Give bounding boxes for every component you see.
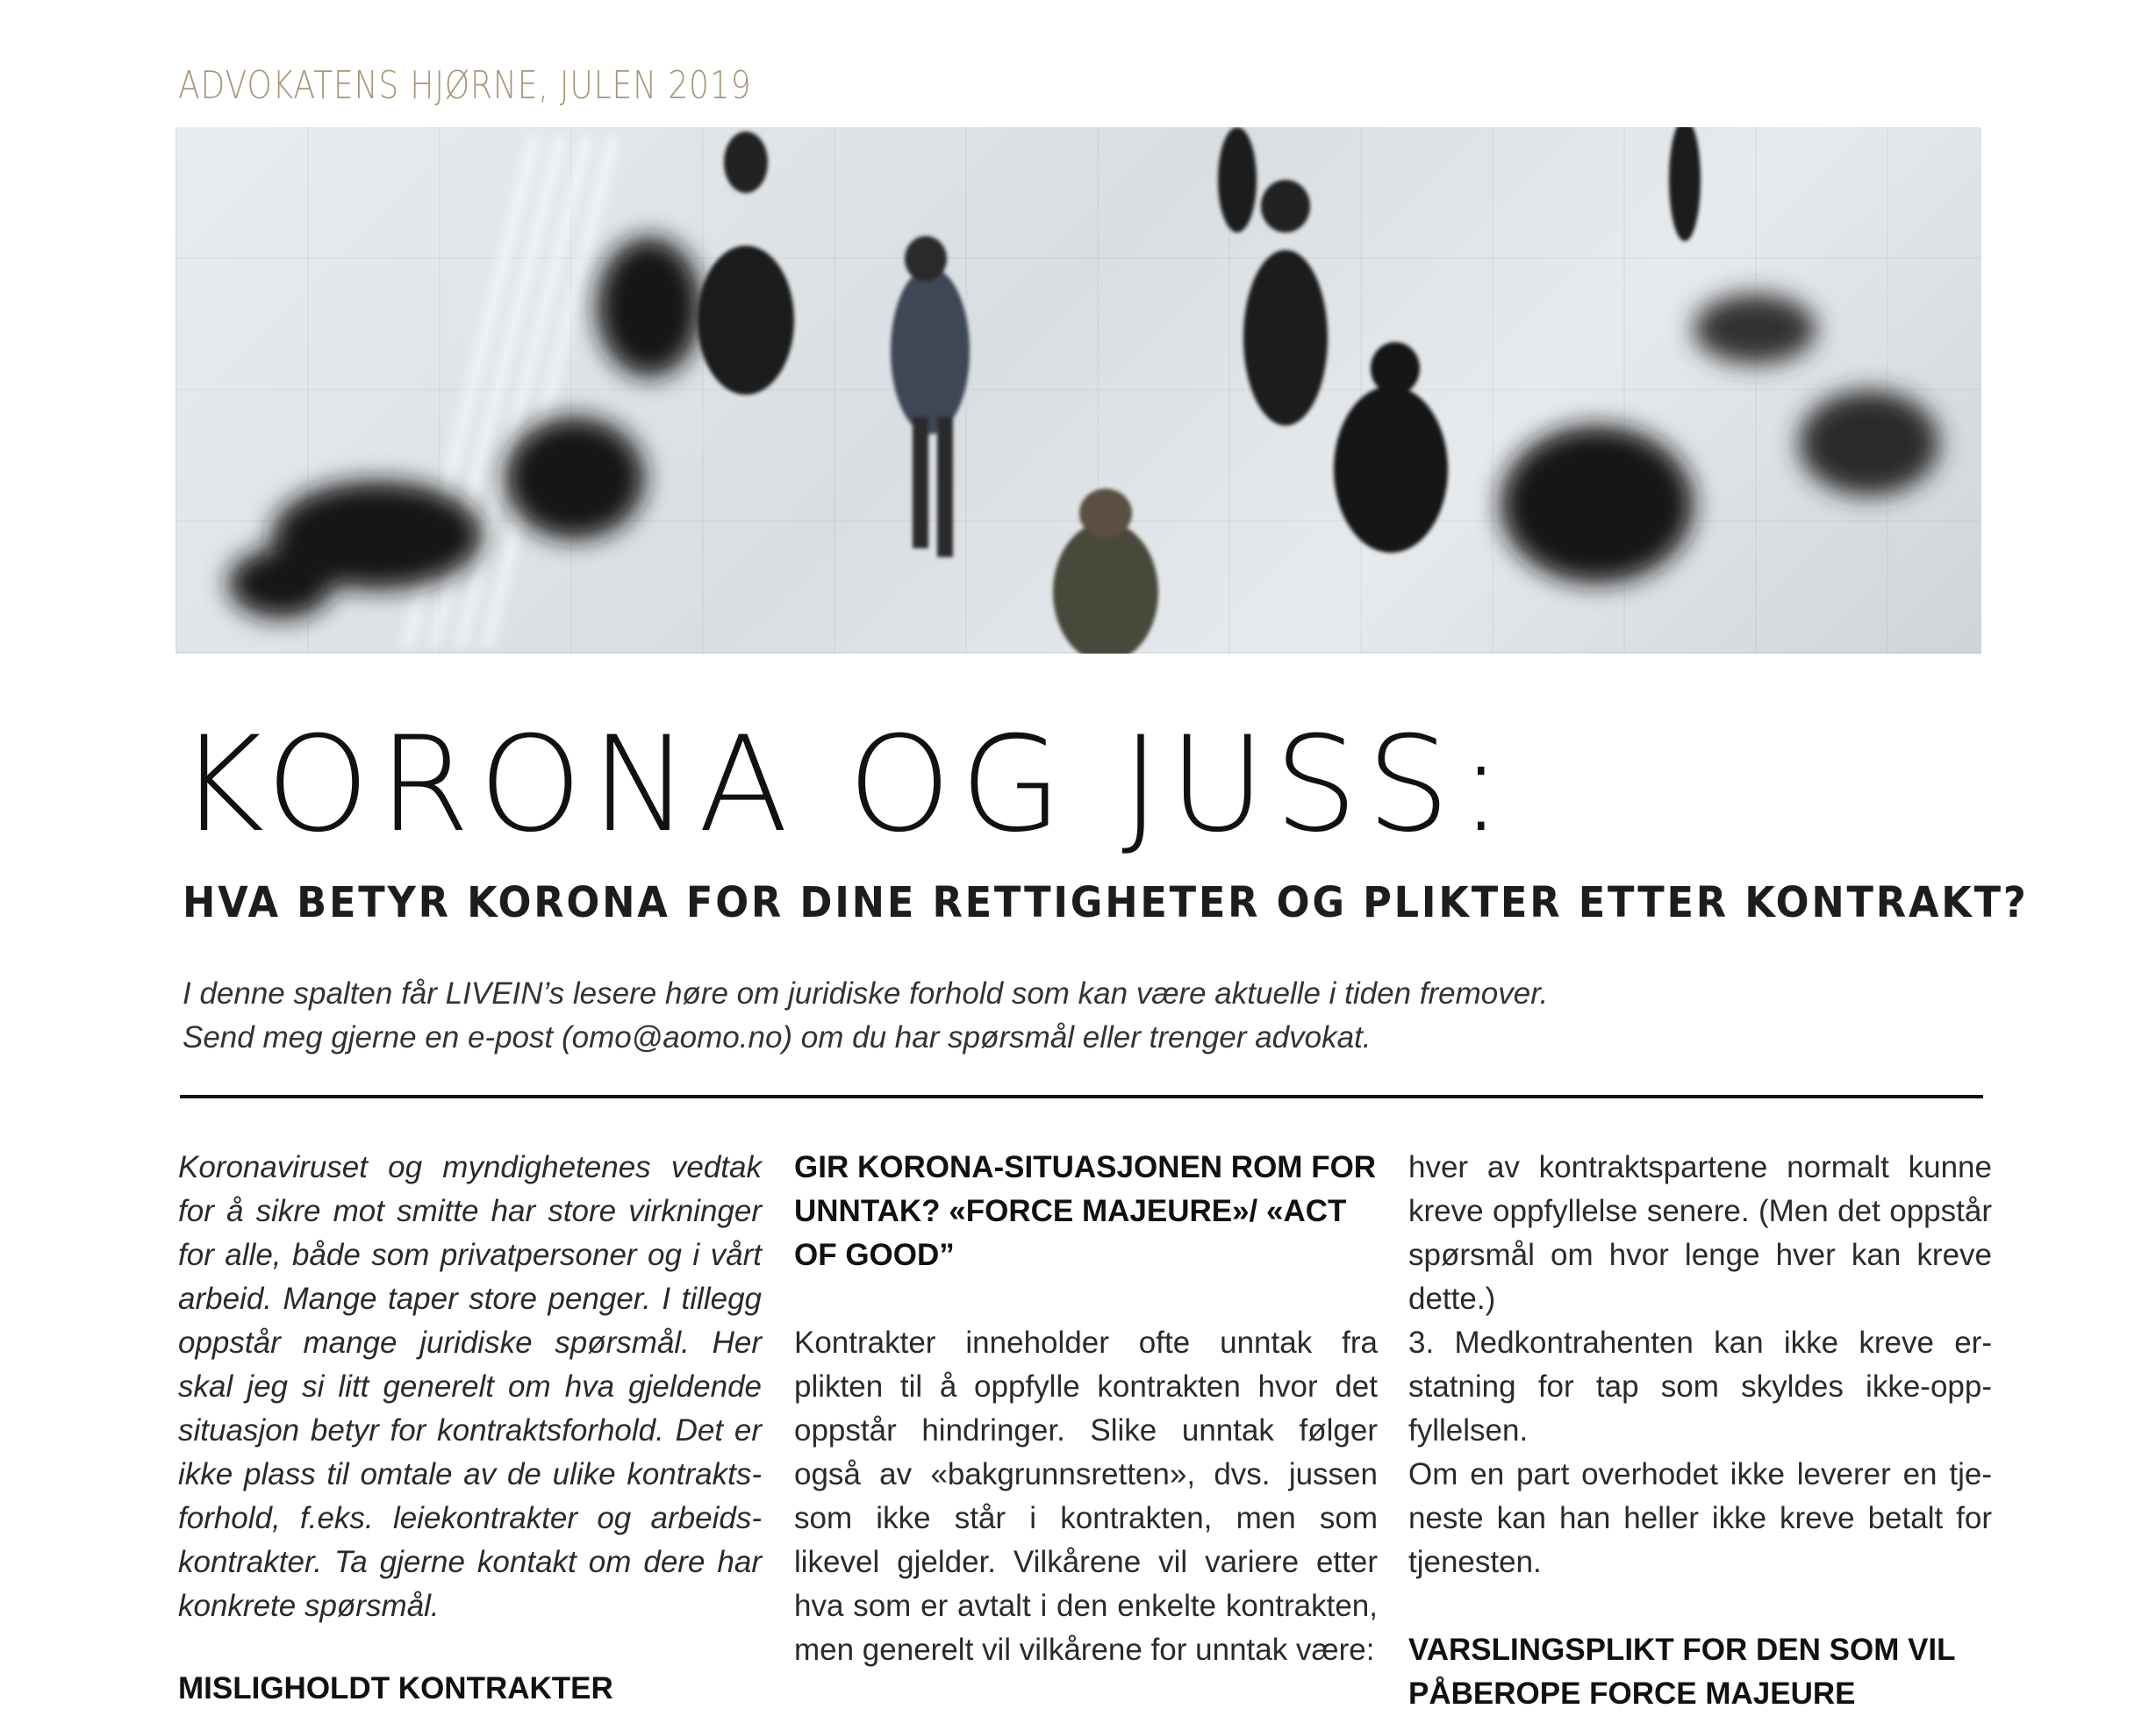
intro-line-2: Send meg gjerne en e-post (omo@aomo.no) om du har spørsmål eller trenger advokat. bbox=[183, 1020, 1372, 1055]
column-3 bbox=[1408, 1146, 1992, 1716]
header-photo bbox=[175, 127, 1981, 654]
divider-rule bbox=[180, 1095, 1983, 1098]
column-3-paragraph-2: 3. Medkontrahenten kan ikke kreve erstatning for tap som skyldes ikke-oppfyllelsen. bbox=[1408, 1326, 1992, 1448]
section-kicker: ADVOKATENS HJØRNE, JULEN 2019 bbox=[178, 63, 752, 108]
column-1 bbox=[178, 1146, 762, 1628]
column-3-heading: VARSLINGSPLIKT FOR DEN SOM VIL PÅBEROPE FORCE MAJEURE bbox=[1408, 1633, 1955, 1711]
crowd-illustration bbox=[175, 127, 1981, 654]
article-headline: KORONA OG JUSS: bbox=[178, 709, 1512, 862]
intro-line-1: I denne spalten får LIVEIN’s lesere høre om juridiske forhold som kan være aktuelle i tiden fremover. bbox=[183, 976, 1549, 1011]
column-3-paragraph-1: hver av kontraktspartene normalt kunne kreve oppfyllelse senere. (Men det oppstår spørsmål om hvor lenge hver kan kreve dette.) bbox=[1408, 1150, 1992, 1316]
intro-text bbox=[183, 972, 1981, 1060]
column-3-paragraph-3: Om en part overhodet ikke leverer en tjeneste kan han heller ikke kreve betalt for tjenesten. bbox=[1408, 1457, 1992, 1579]
column-2-heading: GIR KORONA-SITUASJONEN ROM FOR UNNTAK? «FORCE MAJEURE»/ «ACT OF GOOD” bbox=[794, 1150, 1377, 1272]
column-2-body: Kontrakter inneholder ofte unntak fra plikten til å oppfylle kontrakten hvor det oppstår hindringer. Slike unntak følger også av «bakgrunnsretten», dvs. jussen som ikke står i kontrakten, men som likevel gjelder. Vilkårene vil variere etter hva som er avtalt i den enkelte kontrakten, men generelt vil vilkårene for unntak være: bbox=[794, 1326, 1378, 1667]
article-subheadline: HVA BETYR KORONA FOR DINE RETTIGHETER OG PLIKTER ETTER KONTRAKT? bbox=[183, 878, 2029, 927]
column-1-body: Koronaviruset og myndighetenes vedtak for å sikre mot smitte har store virkninger for alle, både som privatpersoner og i vårt arbeid. Mange taper store penger. I tillegg oppstår mange juridiske spørsmål. Her skal jeg si litt generelt om hva gjeldende situasjon betyr for kontraktsforhold. Det er ikke plass til omtale av de ulike kontraktsforhold, f.eks. leiekontrakter og arbeidskontrakter. Ta gjerne kontakt om dere har konkrete spørsmål. bbox=[178, 1150, 762, 1623]
column-1-next-heading: MISLIGHOLDT KONTRAKTER bbox=[178, 1671, 613, 1705]
column-2 bbox=[794, 1146, 1378, 1672]
